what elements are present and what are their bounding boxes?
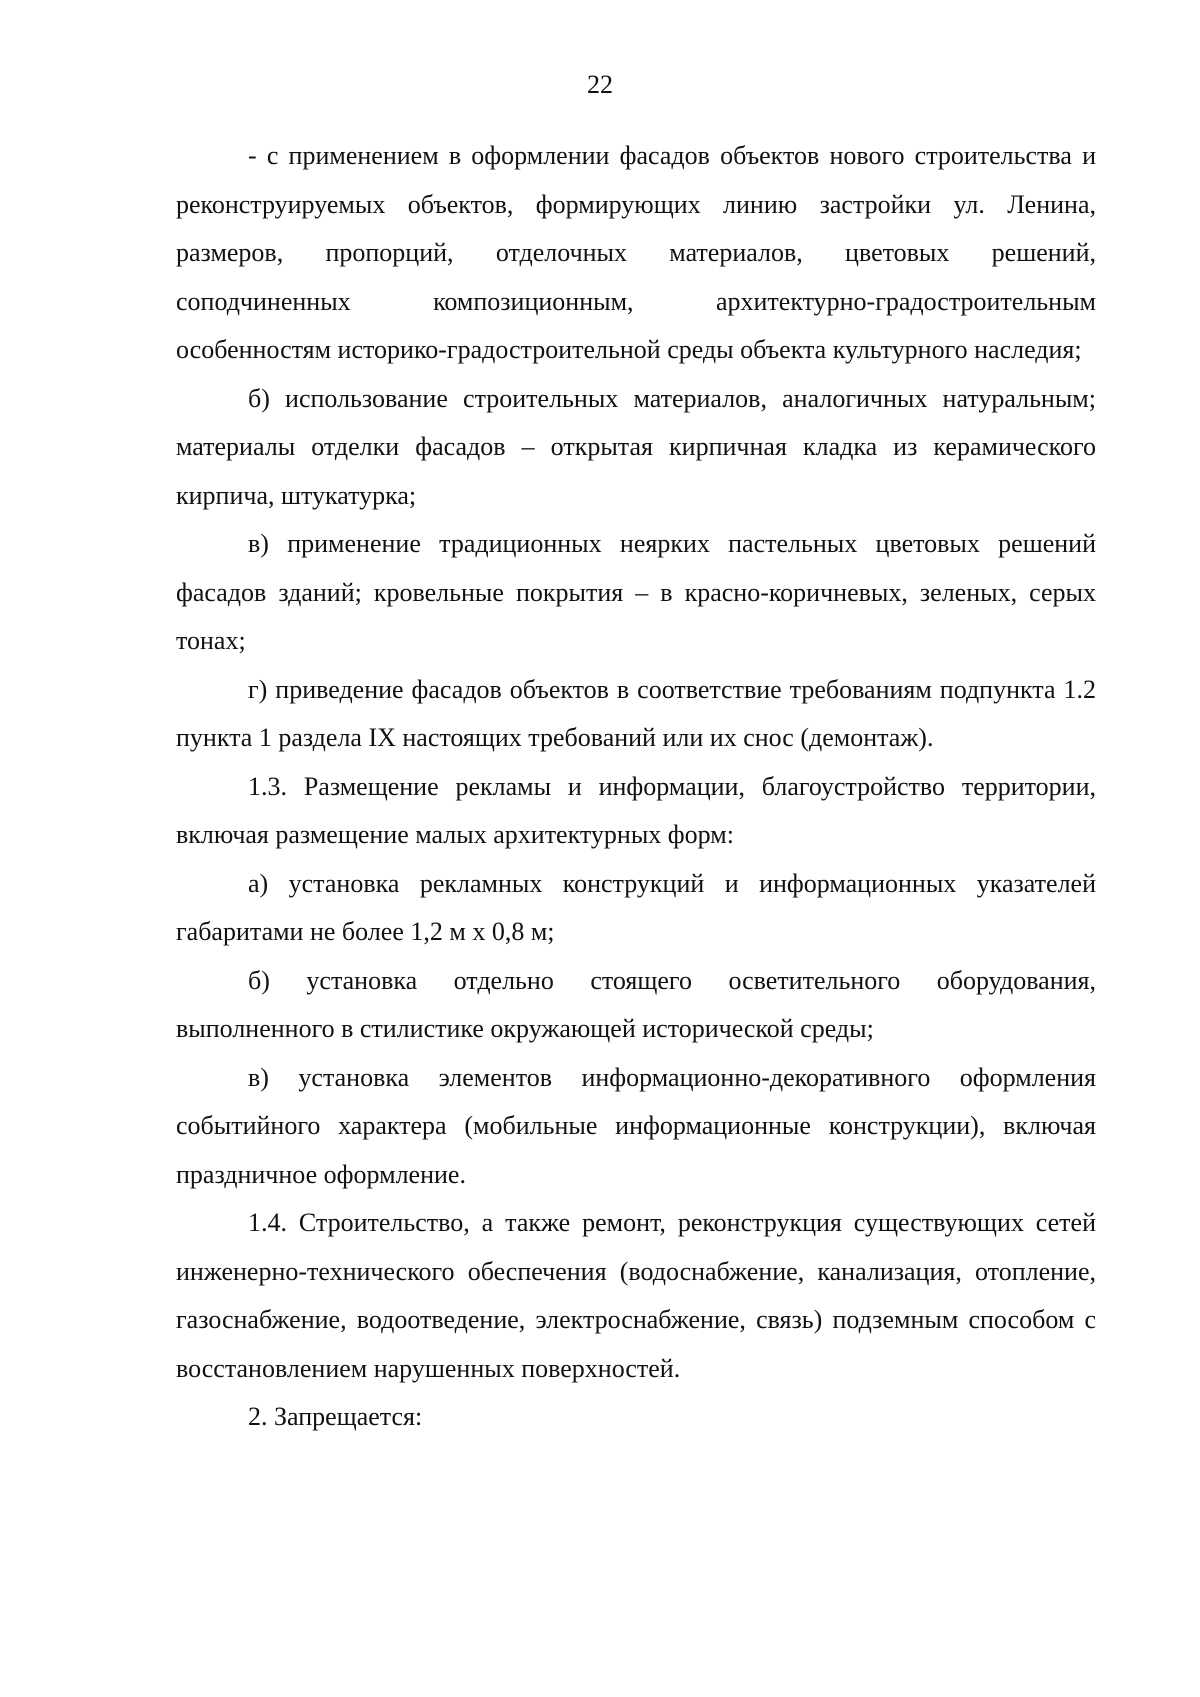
document-body bbox=[176, 132, 1096, 1442]
paragraph-building-materials: б) использование строительных материалов, аналогичных натуральным; материалы отделки фасадов – открытая кирпичная кладка из керамического кирпича, штукатурка; bbox=[176, 383, 1096, 510]
page-number: 22 bbox=[587, 70, 613, 99]
paragraph-advertising-structures: а) установка рекламных конструкций и информационных указателей габаритами не более 1,2 м х 0,8 м; bbox=[176, 868, 1096, 946]
paragraph-lighting-equipment: б) установка отдельно стоящего осветительного оборудования, выполненного в стилистике окружающей исторической среды; bbox=[176, 965, 1096, 1043]
paragraph-prohibited-heading: 2. Запрещается: bbox=[248, 1402, 423, 1431]
paragraph-decorative-elements: в) установка элементов информационно-декоративного оформления событийного характера (мобильные информационные конструкции), включая праздничное оформление. bbox=[176, 1062, 1096, 1189]
paragraph-color-solutions: в) применение традиционных неярких пастельных цветовых решений фасадов зданий; кровельные покрытия – в красно-коричневых, зеленых, серых тонах; bbox=[176, 529, 1096, 655]
paragraph-facade-compliance: г) приведение фасадов объектов в соответствие требованиям подпункта 1.2 пункта 1 раздела IX настоящих требований или их снос (демонтаж). bbox=[176, 674, 1096, 752]
paragraph-facade-design: - с применением в оформлении фасадов объектов нового строительства и реконструируемых объектов, формирующих линию застройки ул. Ленина, размеров, пропорций, отделочных материалов, цветовых решений, соподчиненных композиционным, архитектурно-градостроительным особенностям историко-градостроительной среды объекта культурного наследия; bbox=[176, 141, 1096, 364]
paragraph-advertising-placement: 1.3. Размещение рекламы и информации, благоустройство территории, включая размещение малых архитектурных форм: bbox=[176, 771, 1096, 849]
paragraph-engineering-networks: 1.4. Строительство, а также ремонт, реконструкция существующих сетей инженерно-технического обеспечения (водоснабжение, канализация, отопление, газоснабжение, водоотведение, электроснабжение, связь) подземным способом с восстановлением нарушенных поверхностей. bbox=[176, 1208, 1096, 1383]
